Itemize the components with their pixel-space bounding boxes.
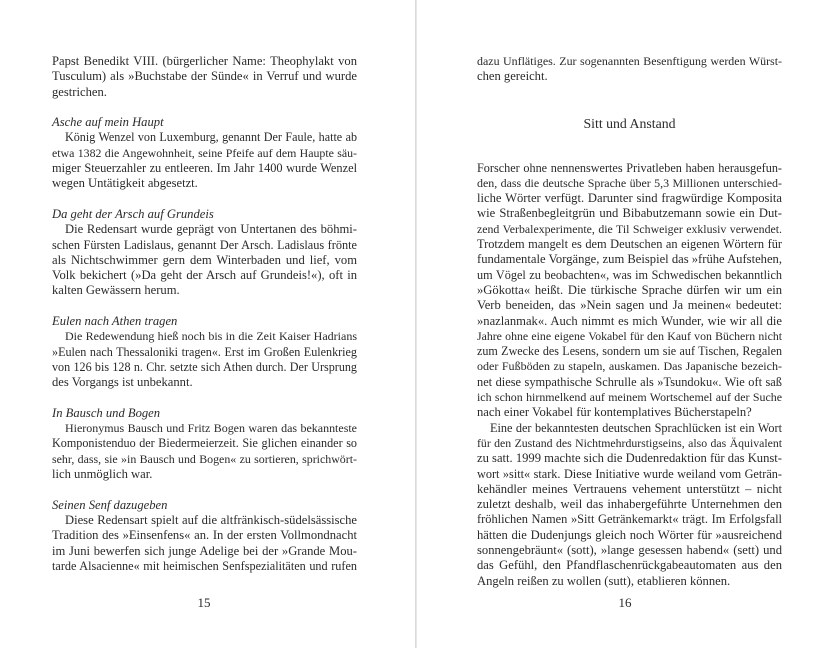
text-line: fröhlichen Namen »Sitt Getränkemarkt« trägt. Im Erfolgsfall bbox=[477, 512, 782, 527]
text-line: »Gökotta« heißt. Die türkische Sprache dürfen wir um ein bbox=[477, 282, 782, 297]
text-line: als Nichtschwimmer gern dem Winterbaden und lief, vom bbox=[52, 252, 357, 267]
entry-heading: In Bausch und Bogen bbox=[52, 405, 161, 420]
paragraph-gap bbox=[52, 192, 357, 207]
chapter-title: Sitt und Anstand bbox=[583, 115, 676, 131]
text-line: Tradition des »Einsenfens« an. In der ersten Vollmondnacht bbox=[52, 528, 357, 543]
text-line: miger Steuerzahler zu entleeren. Im Jahr 1400 wurde Wenzel bbox=[52, 161, 357, 176]
text-line: chen gereicht. bbox=[477, 69, 548, 84]
text-line: zend Verbalexperimente, die Til Schweiger exklusiv verwendet. bbox=[477, 221, 782, 236]
entry-heading: Eulen nach Athen tragen bbox=[52, 314, 178, 329]
text-line: Angeln reißen zu wollen (sutt), etablieren können. bbox=[477, 573, 731, 588]
text-line: ich schon hirnmelkend auf meinem Wortschemel auf der Suche bbox=[477, 390, 782, 405]
text-line: wort »sitt« stark. Diese Initiative wurde weiland vom Geträn- bbox=[477, 466, 782, 481]
text-line: Hieronymus Bausch und Fritz Bogen waren das bekannteste bbox=[65, 421, 357, 436]
text-line: für den Zustand des Nichtmehrdurstigseins, also das Äquivalent bbox=[477, 435, 782, 450]
text-line: König Wenzel von Luxemburg, genannt Der Faule, hatte ab bbox=[65, 130, 357, 145]
text-line: Verb beneiden, das »Nein sagen und Ja meinen« bedeutet: bbox=[477, 298, 782, 313]
text-line: kehändler meines Vertrauens vehement unterstützt – nicht bbox=[477, 481, 782, 496]
text-line: sehr, dass, sie »in Bausch und Bogen« zu sortieren, sprichwört- bbox=[52, 451, 357, 466]
text-line: oder Fußböden zu stapeln, auskamen. Das Japanische bezeich- bbox=[477, 359, 782, 374]
text-line: von 126 bis 128 n. Chr. setzte sich Athen durch. Der Ursprung bbox=[52, 359, 357, 374]
text-line: etwa 1382 die Angewohnheit, seine Pfeife auf dem Haupte säu- bbox=[52, 145, 357, 160]
left-page-text bbox=[52, 54, 357, 574]
text-line: lich unmöglich war. bbox=[52, 467, 153, 482]
paragraph-gap bbox=[52, 482, 357, 497]
text-line: um Vögel zu beobachten«, was im Schwedischen bekanntlich bbox=[477, 267, 782, 282]
text-line: fundamentale Vorgänge, zum Beispiel das »frühe Aufstehen, bbox=[477, 252, 782, 267]
page-number: 15 bbox=[197, 595, 211, 610]
text-line: Diese Redensart spielt auf die altfränkisch-südelsässische bbox=[65, 512, 357, 527]
text-line: Forscher ohne nennenswertes Privatleben haben herausgefun- bbox=[477, 160, 782, 175]
text-line: Volk bekichert (»Da geht der Arsch auf Grundeis!«), oft in bbox=[52, 268, 357, 283]
text-line: sonnengebräunt« (sott), »lange gesessen habend« (sett) und bbox=[477, 543, 782, 558]
text-line: nach einer Vokabel für kontemplatives Bücherstapeln? bbox=[477, 405, 752, 420]
text-line: hätten die Dudenjungs gleich noch Wörter für »ausreichend bbox=[477, 527, 782, 542]
text-line: zu satt. 1999 machte sich die Dudenredaktion für das Kunst- bbox=[477, 451, 782, 466]
text-line: zum Zwecke des Lesens, sondern um sie auf Tischen, Regalen bbox=[477, 344, 782, 359]
text-line: net diese sympathische Schrulle als »Tsundoku«. Wie oft saß bbox=[477, 374, 782, 389]
text-line: Die Redewendung hieß noch bis in die Zeit Kaiser Hadrians bbox=[65, 329, 357, 344]
entry-heading: Asche auf mein Haupt bbox=[52, 115, 164, 130]
text-line: des Vorgangs ist unbekannt. bbox=[52, 375, 193, 390]
right-page-text bbox=[477, 54, 782, 589]
text-line: Komponistenduo der Biedermeierzeit. Sie glichen einander so bbox=[52, 436, 357, 451]
entry-heading: Seinen Senf dazugeben bbox=[52, 497, 168, 512]
text-line: Eine der bekanntesten deutschen Sprachlücken ist ein Wort bbox=[490, 420, 782, 435]
text-line: zuletzt deshalb, weil das inhabergeführte Unternehmen den bbox=[477, 497, 782, 512]
right-page bbox=[417, 0, 833, 648]
paragraph-gap bbox=[52, 391, 357, 406]
entry-heading: Da geht der Arsch auf Grundeis bbox=[52, 206, 214, 221]
text-line: Trotzdem mangelt es dem Deutschen an eigenen Wörtern für bbox=[477, 237, 782, 252]
text-line: gestrichen. bbox=[52, 84, 107, 99]
text-line: wie Straßenbegleitgrün und Bibabutzemann sowie ein Dut- bbox=[477, 206, 782, 221]
text-line: im Juni bewerfen sich junge Adelige bei der »Grande Mou- bbox=[52, 543, 357, 558]
text-line: wegen Untätigkeit abgesetzt. bbox=[52, 176, 198, 191]
page-number: 16 bbox=[618, 595, 632, 610]
paragraph-gap bbox=[52, 299, 357, 314]
paragraph-gap bbox=[52, 100, 357, 115]
text-line: Papst Benedikt VIII. (bürgerlicher Name: Theophylakt von bbox=[52, 54, 357, 68]
text-line: Die Redensart wurde geprägt von Untertanen des böhmi- bbox=[65, 222, 357, 237]
text-line: kalten Gewässern herum. bbox=[52, 283, 180, 298]
text-line: liche Wörter verfügt. Darunter sind fragwürdige Komposita bbox=[477, 191, 782, 206]
text-line: den, dass die deutsche Sprache über 5,3 Millionen unterschied- bbox=[477, 175, 782, 190]
text-line: »nazlanmak«. Auch nimmt es mich Wunder, wie wir all die bbox=[477, 313, 782, 328]
text-line: tarde Alsacienne« mit heimischen Senfspezialitäten und rufen bbox=[52, 558, 357, 573]
text-line: das Gefühl, den Pfandflaschenrückgabeautomaten aus den bbox=[477, 558, 782, 573]
text-line: Jahre ohne eine eigene Vokabel für den Kauf von Büchern nicht bbox=[477, 328, 782, 343]
text-line: Tusculum) als »Buchstabe der Sünde« in Verruf und wurde bbox=[52, 69, 357, 84]
text-line: »Eulen nach Thessaloniki tragen«. Erst im Großen Eulenkrieg bbox=[52, 344, 357, 359]
text-line: schen Fürsten Ladislaus, genannt Der Arsch. Ladislaus frönte bbox=[52, 237, 357, 252]
text-line: dazu Unflätiges. Zur sogenannten Besenftigung werden Würst- bbox=[477, 54, 782, 68]
left-page bbox=[0, 0, 416, 648]
